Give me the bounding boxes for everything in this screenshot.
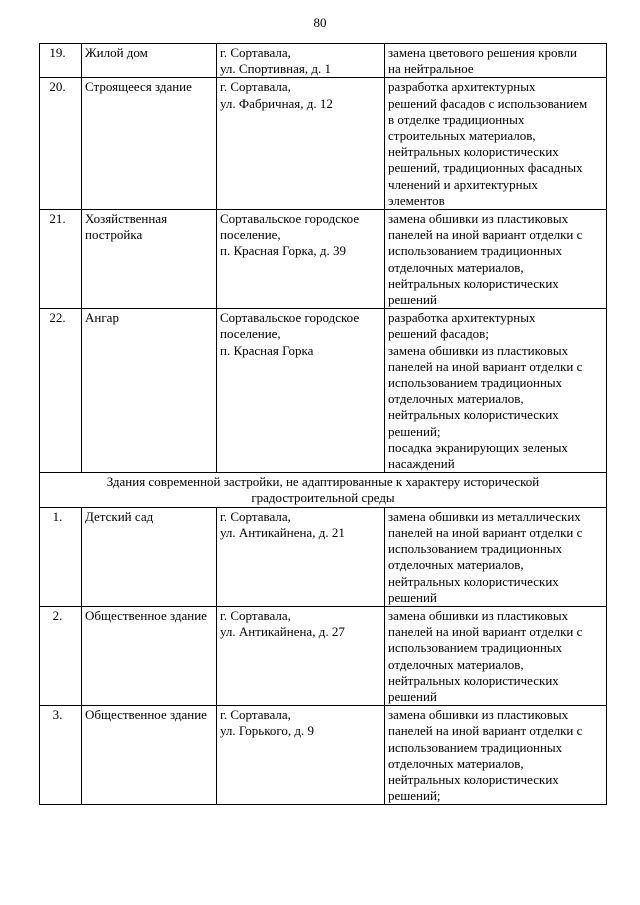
row-number: 21. bbox=[40, 210, 82, 309]
object-name: Общественное здание bbox=[82, 706, 217, 805]
object-name: Общественное здание bbox=[82, 606, 217, 705]
object-address: Сортавальское городское поселение, п. Красная Горка bbox=[217, 309, 385, 473]
object-measures: замена обшивки из пластиковых панелей на иной вариант отделки с использованием традиционных отделочных материалов, нейтральных колористических решений bbox=[385, 606, 607, 705]
section-header-row bbox=[40, 473, 607, 507]
table-row bbox=[40, 706, 607, 805]
object-address: г. Сортавала, ул. Фабричная, д. 12 bbox=[217, 78, 385, 210]
object-measures: разработка архитектурных решений фасадов с использованием в отделке традиционных строительных материалов, нейтральных колористических решений, традиционных фасадных членений и архитектурных элементов bbox=[385, 78, 607, 210]
row-number: 2. bbox=[40, 606, 82, 705]
table-row bbox=[40, 210, 607, 309]
section-header: Здания современной застройки, не адаптированные к характеру исторической градостроительной среды bbox=[40, 473, 607, 507]
table-row bbox=[40, 78, 607, 210]
table-container bbox=[39, 43, 606, 805]
object-address: г. Сортавала, ул. Горького, д. 9 bbox=[217, 706, 385, 805]
object-name: Хозяйственная постройка bbox=[82, 210, 217, 309]
row-number: 19. bbox=[40, 44, 82, 78]
row-number: 20. bbox=[40, 78, 82, 210]
object-measures: замена обшивки из металлических панелей на иной вариант отделки с использованием традиционных отделочных материалов, нейтральных колористических решений bbox=[385, 507, 607, 606]
object-measures: замена цветового решения кровли на нейтральное bbox=[385, 44, 607, 78]
table-row bbox=[40, 507, 607, 606]
table-row bbox=[40, 606, 607, 705]
object-measures: замена обшивки из пластиковых панелей на иной вариант отделки с использованием традиционных отделочных материалов, нейтральных колористических решений; bbox=[385, 706, 607, 805]
object-address: г. Сортавала, ул. Спортивная, д. 1 bbox=[217, 44, 385, 78]
object-name: Жилой дом bbox=[82, 44, 217, 78]
page-number: 80 bbox=[313, 15, 327, 30]
row-number: 1. bbox=[40, 507, 82, 606]
table-row bbox=[40, 309, 607, 473]
object-name: Детский сад bbox=[82, 507, 217, 606]
object-address: г. Сортавала, ул. Антикайнена, д. 21 bbox=[217, 507, 385, 606]
object-name: Ангар bbox=[82, 309, 217, 473]
object-address: г. Сортавала, ул. Антикайнена, д. 27 bbox=[217, 606, 385, 705]
object-measures: замена обшивки из пластиковых панелей на иной вариант отделки с использованием традиционных отделочных материалов, нейтральных колористических решений bbox=[385, 210, 607, 309]
row-number: 22. bbox=[40, 309, 82, 473]
object-name: Строящееся здание bbox=[82, 78, 217, 210]
table-row bbox=[40, 44, 607, 78]
row-number: 3. bbox=[40, 706, 82, 805]
object-address: Сортавальское городское поселение, п. Красная Горка, д. 39 bbox=[217, 210, 385, 309]
objects-table bbox=[39, 43, 607, 805]
object-measures: разработка архитектурных решений фасадов; замена обшивки из пластиковых панелей на иной вариант отделки с использованием традиционных отделочных материалов, нейтральных колористических решений; посадка экранирующих зеленых насаждений bbox=[385, 309, 607, 473]
